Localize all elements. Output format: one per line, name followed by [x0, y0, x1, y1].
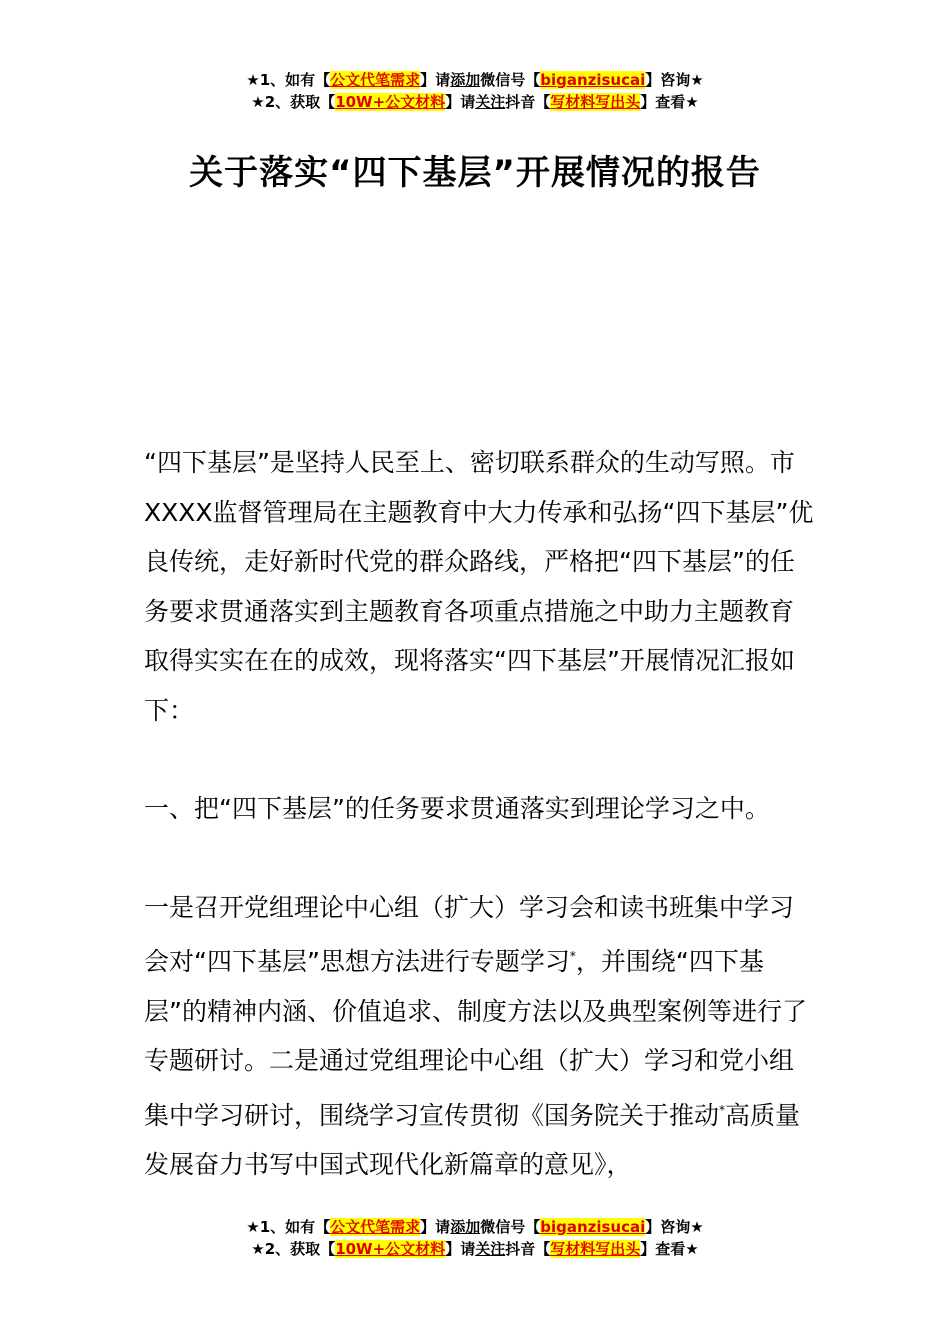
banner-add-text: 添加	[450, 71, 481, 89]
footer-line-1-suffix: 】咨询★	[645, 1218, 704, 1236]
footer-line-1-mid2: 微信号【	[480, 1218, 541, 1236]
footnote-mark: *	[719, 1102, 726, 1117]
banner-line-1-mid: 】请	[420, 71, 451, 89]
section-1-paragraph	[144, 883, 814, 1190]
document-body	[144, 438, 814, 1190]
intro-paragraph: “四下基层”是坚持人民至上、密切联系群众的生动写照。市XXXX监督管理局在主题教育中大力传承和弘扬“四下基层”优良传统，走好新时代党的群众路线，严格把“四下基层”的任务要求贯通落实到主题教育各项重点措施之中助力主题教育取得实实在在的成效，现将落实“四下基层”开展情况汇报如下：	[144, 448, 814, 725]
section-1-heading: 一、把“四下基层”的任务要求贯通落实到理论学习之中。	[144, 794, 770, 823]
footer-line-1-prefix: ★1、如有【	[246, 1218, 331, 1236]
banner-line-1	[0, 69, 950, 91]
banner-douyin-id: 写材料写出头	[550, 93, 641, 111]
footer-banner	[0, 1216, 950, 1260]
footer-line-1-mid: 】请	[420, 1218, 451, 1236]
banner-line-1-suffix: 】咨询★	[645, 71, 704, 89]
banner-follow-text: 关注	[475, 93, 506, 111]
banner-line-2-suffix: 】查看★	[640, 93, 699, 111]
footer-line-2-mid2: 抖音【	[505, 1240, 551, 1258]
footer-line-2-mid: 】请	[445, 1240, 476, 1258]
banner-line-1-mid2: 微信号【	[480, 71, 541, 89]
footer-add-text: 添加	[450, 1218, 481, 1236]
banner-line-2-mid: 】请	[445, 93, 476, 111]
document-title: 关于落实“四下基层”开展情况的报告	[189, 153, 761, 193]
banner-line-2	[0, 91, 950, 113]
footer-line-2-suffix: 】查看★	[640, 1240, 699, 1258]
header-banner	[0, 69, 950, 113]
footer-line-2	[0, 1238, 950, 1260]
banner-service-highlight: 公文代笔需求	[330, 71, 421, 89]
para1-part3: 高质量发展奋力书写中国式现代化新篇章的意见》，	[144, 1100, 801, 1179]
footnote-mark: *	[569, 949, 576, 963]
para1-part2: ，并围绕“四下基层”的精神内涵、价值追求、制度方法以及典型案例等进行了专题研讨。二是通过党组理论中心组（扩大）学习和党小组集中学习研讨，围绕学习宣传贯彻《国务院关于推动	[144, 947, 807, 1130]
footer-material-highlight: 10W+公文材料	[335, 1240, 446, 1258]
banner-line-1-prefix: ★1、如有【	[246, 71, 331, 89]
footer-follow-text: 关注	[475, 1240, 506, 1258]
banner-material-highlight: 10W+公文材料	[335, 93, 446, 111]
para1-part1: 一是召开党组理论中心组（扩大）学习会和读书班集中学习会对“四下基层”思想方法进行专题学习	[144, 892, 795, 976]
banner-line-2-prefix: ★2、获取【	[251, 93, 336, 111]
banner-line-2-mid2: 抖音【	[505, 93, 551, 111]
footer-line-1	[0, 1216, 950, 1238]
footer-service-highlight: 公文代笔需求	[330, 1218, 421, 1236]
footer-wechat-id: biganzisucai	[540, 1218, 646, 1236]
banner-wechat-id: biganzisucai	[540, 71, 646, 89]
footer-line-2-prefix: ★2、获取【	[251, 1240, 336, 1258]
footer-douyin-id: 写材料写出头	[550, 1240, 641, 1258]
